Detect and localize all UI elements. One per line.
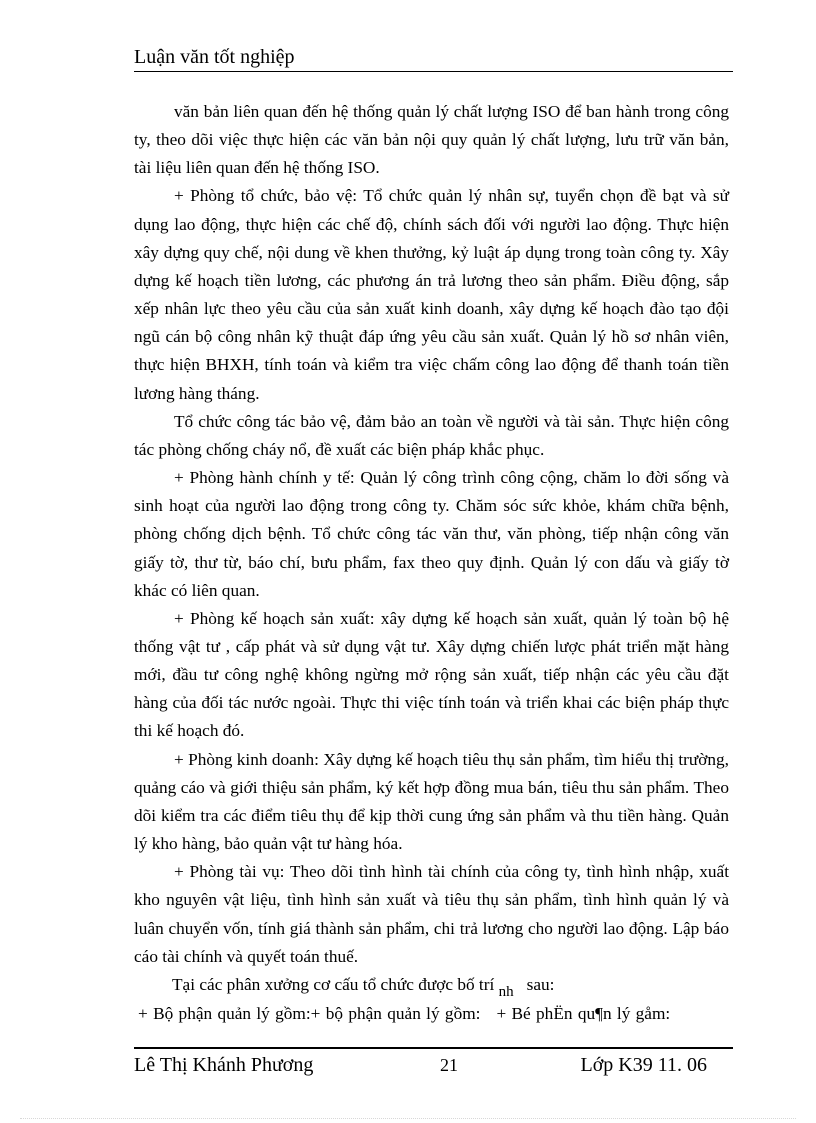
page-header-title: Luận văn tốt nghiệp: [134, 46, 295, 68]
workshop-structure-intro: [172, 971, 729, 1000]
management-dept-line: [138, 1000, 729, 1028]
intro-text: Tại các phân xưởng cơ cấu tổ chức được bố trí: [172, 974, 495, 994]
paragraph-admin-medical-dept: + Phòng hành chính y tế: Quản lý công trình công cộng, chăm lo đời sống và sinh hoạt của người lao động trong công ty. Chăm sóc sức khỏe, khám chữa bệnh, phòng chống dịch bệnh. Tổ chức công tác văn thư, văn phòng, tiếp nhận công văn giấy tờ, thư từ, báo chí, bưu phẩm, fax theo quy định. Quản lý con dấu và giấy tờ khác có liên quan.: [134, 468, 729, 600]
paragraph-iso-docs: văn bản liên quan đến hệ thống quản lý chất lượng ISO để ban hành trong công ty, theo dõi việc thực hiện các văn bản nội quy quản lý chất lượng, lưu trữ văn bản, tài liệu liên quan đến hệ thống ISO.: [134, 102, 729, 178]
paragraph-personnel-dept: + Phòng tổ chức, bảo vệ: Tổ chức quản lý nhân sự, tuyển chọn đề bạt và sử dụng lao động, thực hiện các chế độ, chính sách đối với người lao động. Thực hiện xây dựng quy chế, nội dung về khen thưởng, kỷ luật áp dụng trong toàn công ty. Xây dựng kế hoạch tiền lương, các phương án trả lương theo sản phẩm. Điều động, sắp xếp nhân lực theo yêu cầu của sản xuất kinh doanh, xây dựng kế hoạch đào tạo đội ngũ cán bộ công nhân kỹ thuật đáp ứng yêu cầu sản xuất. Quản lý hồ sơ nhân viên, thực hiện BHXH, tính toán và kiểm tra việc chấm công lao động để thanh toán tiền lương hàng tháng.: [134, 186, 729, 403]
document-body: [134, 98, 729, 1028]
mgmt-part-1: + Bộ phận quản lý gồm:: [138, 1004, 311, 1023]
footer-author: Lê Thị Khánh Phương: [134, 1054, 314, 1076]
footer-divider: [134, 1047, 733, 1049]
intro-end: sau:: [526, 974, 555, 994]
intro-subscript: nh: [498, 983, 514, 1000]
paragraph-sales-dept: + Phòng kinh doanh: Xây dựng kế hoạch tiêu thụ sản phẩm, tìm hiểu thị trường, quảng cáo và giới thiệu sản phẩm, ký kết hợp đồng mua bán, tiêu thu sản phẩm. Theo dõi kiểm tra các điểm tiêu thụ để kịp thời cung ứng sản phẩm và thu tiền hàng. Quản lý kho hàng, bảo quản vật tư hàng hóa.: [134, 749, 729, 854]
mgmt-part-2: + bộ phận quản lý gồm:: [310, 1004, 481, 1023]
paragraph-finance-dept: + Phòng tài vụ: Theo dõi tình hình tài chính của công ty, tình hình nhập, xuất kho nguyên vật liệu, tình hình sản xuất và tiêu thụ sản phẩm, tình hình quản lý và luân chuyển vốn, tính giá thành sản phẩm, chi trả lương cho người lao động. Lập báo cáo tài chính và quyết toán thuế.: [134, 862, 729, 966]
mgmt-part-3: + Bé phËn qu¶n lý gåm:: [496, 1004, 671, 1023]
footer-class: Lớp K39 11. 06: [580, 1054, 707, 1076]
paragraph-production-planning-dept: + Phòng kế hoạch sản xuất: xây dựng kế hoạch sản xuất, quản lý toàn bộ hệ thống vật tư , cấp phát và sử dụng vật tư. Xây dựng chiến lược phát triển mặt hàng mới, đầu tư công nghệ không ngừng mở rộng sản xuất, tiếp nhận các yêu cầu đặt hàng của đối tác nước ngoài. Thực thi việc tính toán và triển khai các biện pháp thực thi kế hoạch đó.: [134, 608, 729, 741]
page-edge-dotted-line: [20, 1118, 796, 1119]
header-divider: [134, 71, 733, 72]
paragraph-security: Tổ chức công tác bảo vệ, đảm bảo an toàn về người và tài sản. Thực hiện công tác phòng chống cháy nổ, đề xuất các biện pháp khắc phục.: [134, 411, 729, 459]
page-number: 21: [440, 1055, 458, 1075]
page-footer: [134, 1052, 733, 1078]
